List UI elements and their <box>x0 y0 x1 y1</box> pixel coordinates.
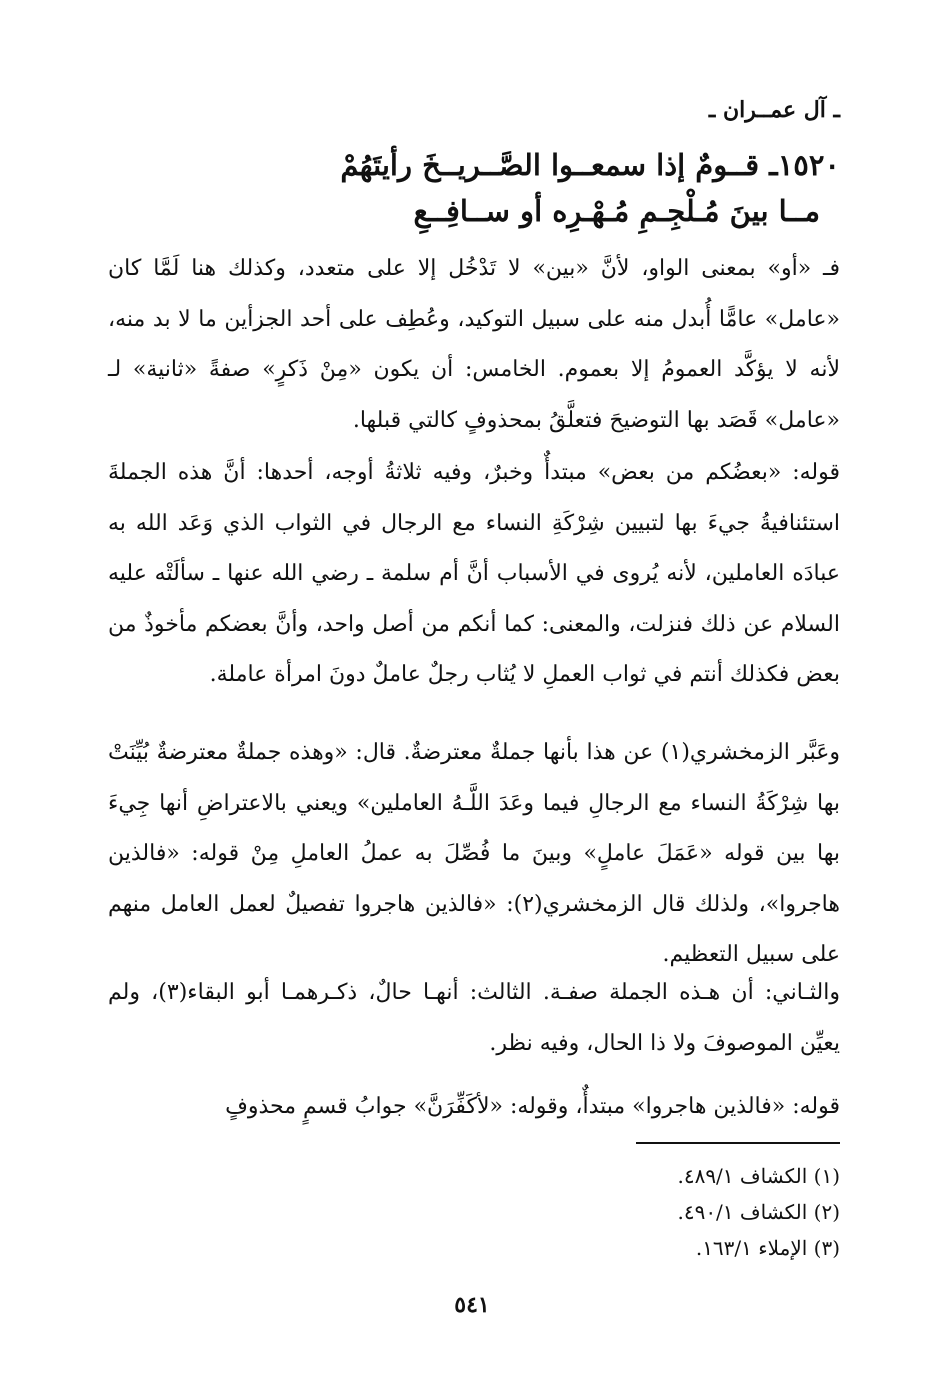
footnote-1: (١) الكشاف ٤٨٩/١. <box>677 1164 840 1188</box>
verse-line-1: ١٥٢٠ـ قــومٌ إذا سمعــوا الصَّــريــخَ رأيتَهُمْ <box>340 148 840 182</box>
footnotes-list <box>440 1158 840 1266</box>
running-head: ـ آل عمــران ـ <box>708 97 840 123</box>
paragraph-2: قوله: «بعضُكم من بعض» مبتدأٌ وخبرٌ، وفيه ثلاثةُ أوجه، أحدها: أنَّ هذه الجملةَ استئنافيةُ جيءَ بها لتبيين شِرْكَةِ النساء مع الرجال في الثواب الذي وَعَد الله به عبادَه العاملين، لأنه يُروى في الأسباب أنَّ أم سلمة ـ رضي الله عنها ـ سألَتْه عليه السلام عن ذلك فنزلت، والمعنى: كما أنكم من أصل واحد، وأنَّ بعضكم مأخوذٌ من بعض فكذلك أنتم في ثواب العملِ لا يُثاب رجلٌ عاملٌ دونَ امرأة عاملة. <box>108 460 840 687</box>
footnote-3: (٣) الإملاء ١٦٣/١. <box>695 1236 840 1260</box>
paragraph-5: قوله: «فالذين هاجروا» مبتدأٌ، وقوله: «لأكَفِّرَنَّ» جوابُ قسمٍ محذوفٍ <box>225 1094 840 1119</box>
page-number: ٥٤١ <box>454 1292 490 1318</box>
footnote-divider <box>636 1142 840 1144</box>
paragraph-1: فـ «أو» بمعنى الواو، لأنَّ «بين» لا تَدْخُل إلا على متعدد، وكذلك هنا لَمَّا كان «عامل» عامًّا أُبدل منه على سبيل التوكيد، وعُطِف على أحد الجزأين ما لا بد منه، لأنه لا يؤكَّد العمومُ إلا بعموم. الخامس: أن يكون «مِنْ ذَكرٍ» صفةً «ثانية» لـ «عامل» قَصَد بها التوضيحَ فتعلَّقُ بمحذوفٍ كالتي قبلها. <box>108 256 840 433</box>
verse-line-2: مــا بينَ مُـلْجِـمِ مُـهْـرِه أو ســافِــعِ <box>413 194 820 228</box>
paragraph-4: والثـاني: أن هـذه الجملة صفـة. الثالث: أنهـا حالٌ، ذكـرهمـا أبو البقاء(٣)، ولم يعيِّن الموصوفَ ولا ذا الحال، وفيه نظر. <box>108 980 840 1056</box>
paragraph-3: وعَبَّر الزمخشري(١) عن هذا بأنها جملةٌ معترضةٌ. قال: «وهذه جملةٌ معترضةٌ بُيِّنَتْ بها شِرْكَةُ النساء مع الرجالِ فيما وعَدَ اللَّـهُ العاملين» ويعني بالاعتراضِ أنها جِيءَ بها بين قوله «عَمَلَ عاملٍ» وبينَ ما فُصِّلَ به عملُ العاملِ مِنْ قوله: «فالذين هاجروا»، ولذلك قال الزمخشري(٢): «فالذين هاجروا تفصيلٌ لعمل العامل منهم على سبيل التعظيم. <box>108 740 840 967</box>
footnote-2: (٢) الكشاف ٤٩٠/١. <box>677 1200 840 1224</box>
